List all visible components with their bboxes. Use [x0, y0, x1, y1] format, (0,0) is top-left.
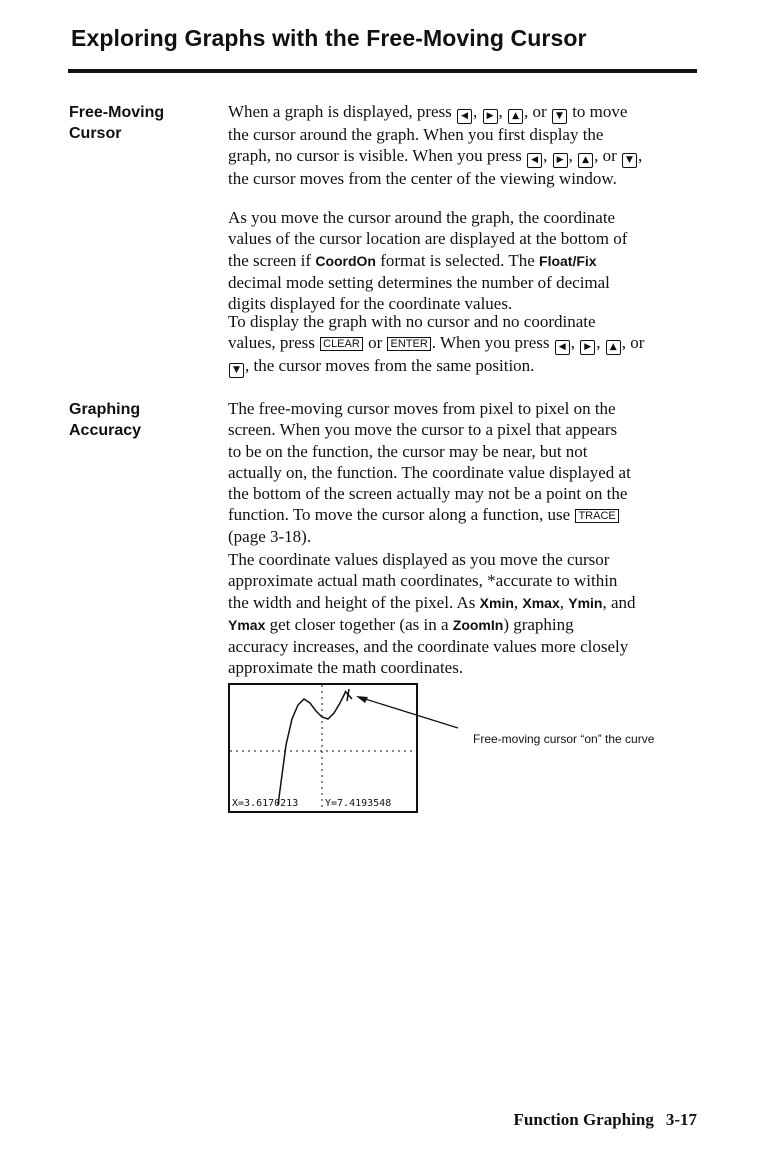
up-arrow-key-icon: ▲ — [578, 153, 593, 168]
footer-section: Function Graphing — [513, 1110, 654, 1129]
paragraph-free-moving-3: To display the graph with no cursor and no coordinate values, press CLEAR or ENTER . When you press ◀ , ▶ , ▲ , or ▼ , the cursor moves from the same position. — [228, 311, 703, 378]
keyword-xmax: Xmax — [522, 594, 560, 611]
left-arrow-key-icon: ◀ — [555, 340, 570, 355]
page-title: Exploring Graphs with the Free-Moving Cursor — [71, 25, 587, 51]
keyword-coordon: CoordOn — [315, 252, 376, 269]
keyword-zoomin: ZoomIn — [452, 616, 504, 633]
down-arrow-key-icon: ▼ — [622, 153, 637, 168]
enter-key: ENTER — [387, 337, 430, 351]
right-arrow-key-icon: ▶ — [553, 153, 568, 168]
left-arrow-key-icon: ◀ — [527, 153, 542, 168]
paragraph-free-moving-1: When a graph is displayed, press ◀ , ▶ , ▲ , or ▼ to move the cursor around the graph. When you first display the graph, no cursor is visible. When you press ◀ , ▶ , ▲ , or ▼ , the cursor moves from the center of the viewing window. — [228, 102, 643, 189]
page-footer — [514, 1110, 697, 1130]
right-arrow-key-icon: ▶ — [483, 109, 498, 124]
right-arrow-key-icon: ▶ — [580, 340, 595, 355]
paragraph-free-moving-2: As you move the cursor around the graph, the coordinate values of the cursor location are displayed at the bottom of the screen if CoordOn format is selected. The Float/Fix decimal mode setting determines the number of decimal digits displayed for the coordinate values. — [228, 208, 628, 314]
x-readout: X=3.6170213 — [232, 798, 299, 809]
down-arrow-key-icon: ▼ — [229, 363, 244, 378]
y-readout: Y=7.4193548 — [325, 798, 392, 809]
keyword-float-fix: Float/Fix — [539, 252, 597, 269]
section-heading-free-moving-cursor: Free-Moving Cursor — [69, 104, 165, 142]
page-number: 3-17 — [665, 1110, 697, 1129]
keyword-ymax: Ymax — [228, 616, 266, 633]
up-arrow-key-icon: ▲ — [606, 340, 621, 355]
figure-caption: Free-moving cursor “on” the curve — [473, 732, 655, 746]
trace-key: TRACE — [575, 509, 618, 523]
keyword-ymin: Ymin — [568, 594, 603, 611]
left-arrow-key-icon: ◀ — [457, 109, 472, 124]
keyword-xmin: Xmin — [479, 594, 514, 611]
section-heading-graphing-accuracy: Graphing Accuracy — [69, 401, 142, 439]
paragraph-accuracy-2: The coordinate values displayed as you move the cursor approximate actual math coordinates, *accurate to within the width and height of the pixel. As Xmin, Xmax, Ymin, and Ymax get closer together (as in a ZoomIn) graphing accuracy increases, and the coordinate values more closely approximate the math coordinates. — [228, 550, 636, 678]
up-arrow-key-icon: ▲ — [508, 109, 523, 124]
clear-key: CLEAR — [320, 337, 363, 351]
paragraph-accuracy-1: The free-moving cursor moves from pixel to pixel on the screen. When you move the cursor to a pixel that appears to be on the function, the cursor may be near, but not actually on, the function. The coordinate value displayed at the bottom of the screen actually may not be a point on the function. To move the cursor along a function, use TRACE (page 3-18). — [228, 399, 631, 546]
down-arrow-key-icon: ▼ — [552, 109, 567, 124]
